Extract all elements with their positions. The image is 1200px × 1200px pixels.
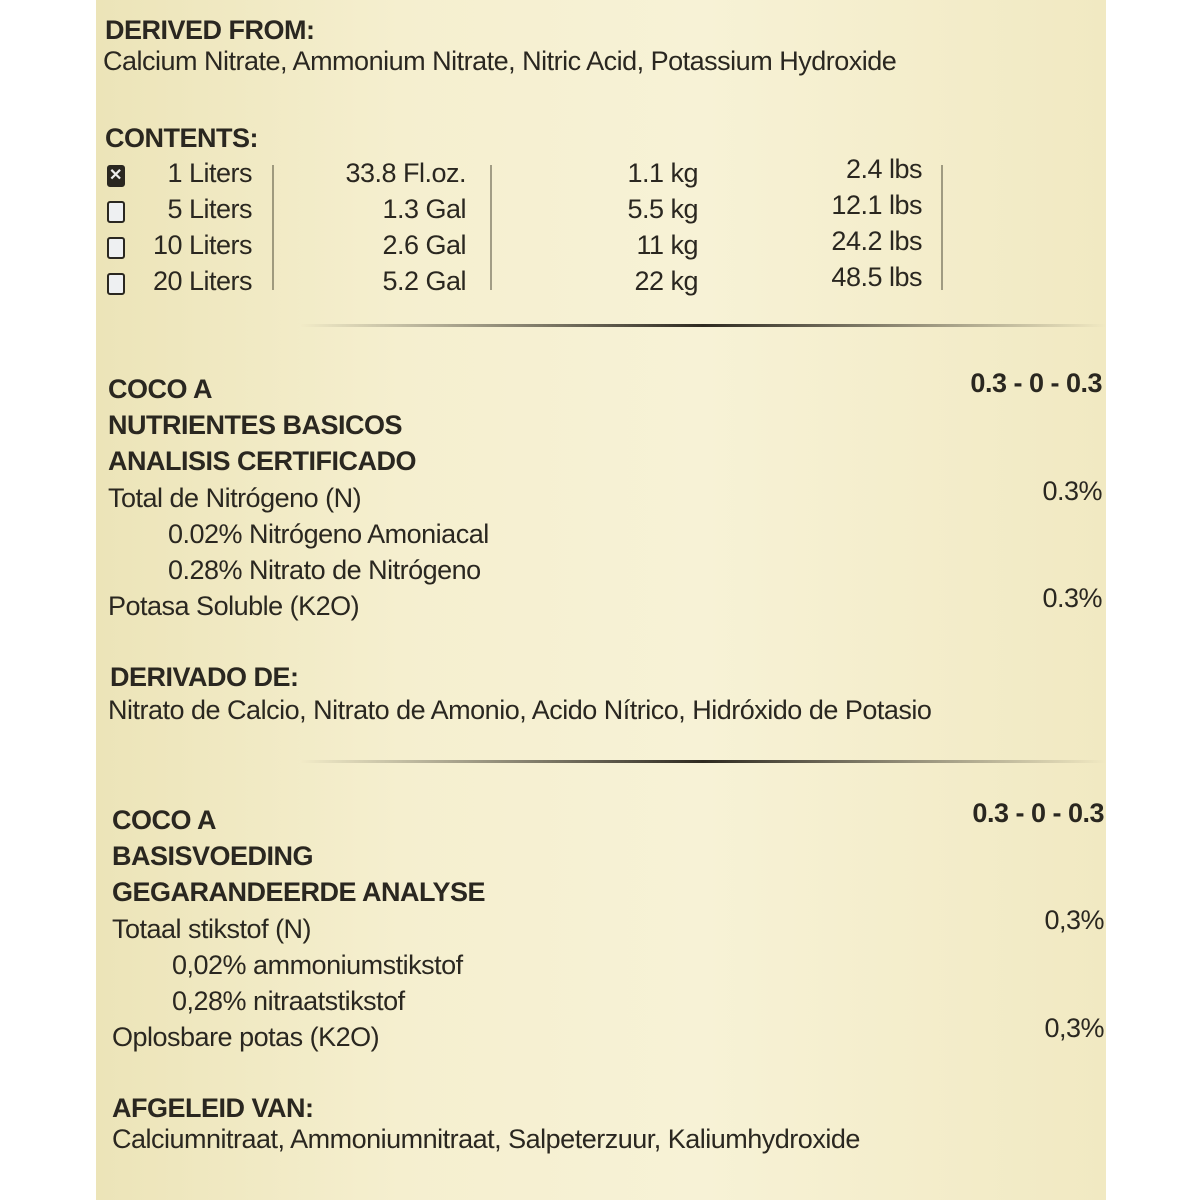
nl-analysis-heading: GEGARANDEERDE ANALYSE [112,877,486,907]
es-analysis-heading: ANALISIS CERTIFICADO [108,446,417,476]
nl-nitrogen: Totaal stikstof (N) [112,914,312,944]
nl-derived-text: Calciumnitraat, Ammoniumnitraat, Salpeterzuur, Kaliumhydroxide [112,1124,860,1154]
column-divider [941,165,943,290]
column-divider [490,165,492,290]
size-liters: 5 Liters [167,194,252,224]
size-kg: 11 kg [636,230,698,260]
es-nitrogen: Total de Nitrógeno (N) [108,483,362,513]
nl-title: COCO A [112,805,216,835]
derived-from-text: Calcium Nitrate, Ammonium Nitrate, Nitric Acid, Potassium Hydroxide [103,46,897,76]
nl-potash: Oplosbare potas (K2O) [112,1022,380,1052]
size-kg: 22 kg [634,266,698,296]
nl-potash-value: 0,3% [1044,1013,1104,1043]
nl-subtitle: BASISVOEDING [112,841,314,871]
nl-nitrogen-value: 0,3% [1044,905,1104,935]
size-liters: 10 Liters [152,230,252,260]
size-lbs: 48.5 lbs [831,262,922,292]
size-kg: 5.5 kg [627,194,698,224]
es-title: COCO A [108,374,212,404]
checkbox-checked [107,165,125,187]
size-liters: 20 Liters [152,266,252,296]
nl-nitrate: 0,28% nitraatstikstof [172,986,405,1016]
size-lbs: 2.4 lbs [845,154,922,184]
size-volume: 33.8 Fl.oz. [345,158,466,188]
nl-npk: 0.3 - 0 - 0.3 [972,798,1104,828]
derived-from-heading: DERIVED FROM: [105,15,315,45]
size-volume: 5.2 Gal [382,266,466,296]
contents-heading: CONTENTS: [105,123,258,153]
es-potash-value: 0.3% [1042,583,1102,613]
es-potash: Potasa Soluble (K2O) [108,591,360,621]
checkbox-unchecked [107,201,125,223]
size-volume: 1.3 Gal [382,194,466,224]
es-nitrate: 0.28% Nitrato de Nitrógeno [168,555,481,585]
es-nitrogen-value: 0.3% [1042,476,1102,506]
es-derived-text: Nitrato de Calcio, Nitrato de Amonio, Acido Nítrico, Hidróxido de Potasio [108,695,932,725]
column-divider [272,165,274,290]
size-lbs: 24.2 lbs [831,226,922,256]
checkbox-unchecked [107,237,125,259]
nl-ammoniacal: 0,02% ammoniumstikstof [172,950,463,980]
size-lbs: 12.1 lbs [831,190,922,220]
size-volume: 2.6 Gal [382,230,466,260]
es-ammoniacal: 0.02% Nitrógeno Amoniacal [168,519,489,549]
size-kg: 1.1 kg [627,158,698,188]
nl-derived-heading: AFGELEID VAN: [112,1093,314,1123]
es-npk: 0.3 - 0 - 0.3 [970,368,1102,398]
es-subtitle: NUTRIENTES BASICOS [108,410,403,440]
section-divider [300,324,1106,327]
es-derived-heading: DERIVADO DE: [110,662,299,692]
section-divider [300,760,1106,763]
size-liters: 1 Liters [167,158,252,188]
checkbox-unchecked [107,273,125,295]
